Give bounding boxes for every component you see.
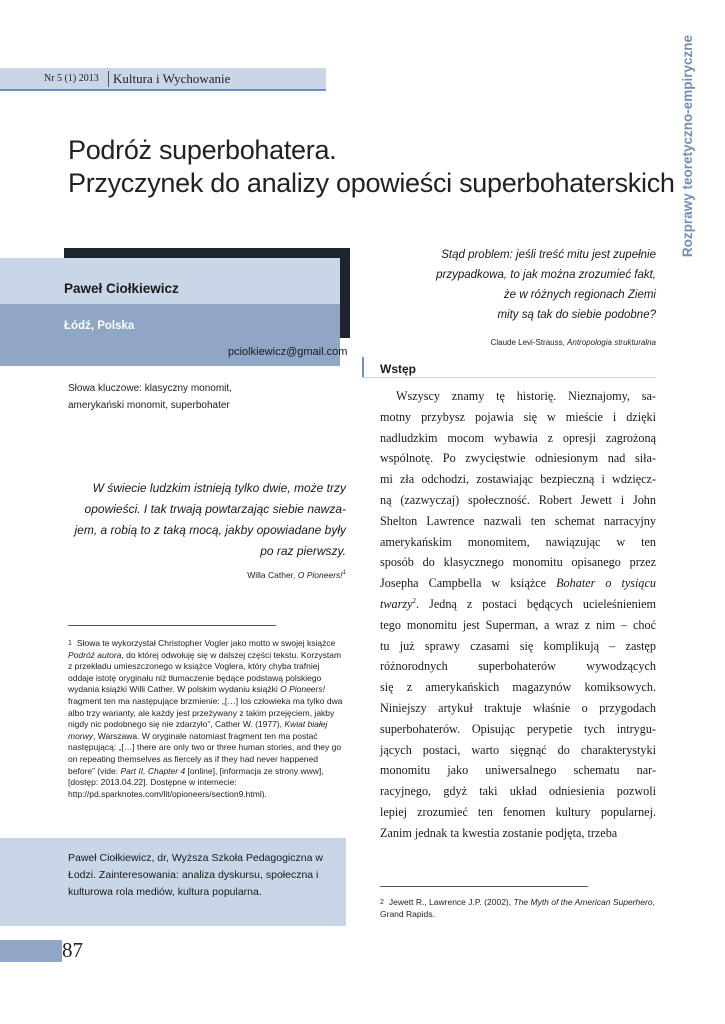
journal-name: Kultura i Wychowanie xyxy=(113,71,231,86)
footnote-number: 1 xyxy=(68,640,72,647)
footnote-text: Jewett R., Lawrence J.P. (2002), xyxy=(388,897,514,907)
body-line: amerykańskim monomitem, nawiązując w ten xyxy=(380,534,656,549)
header-separator xyxy=(108,71,109,87)
footnote-rule xyxy=(380,886,588,887)
body-line: różnorodnych superbohaterów wywodzących xyxy=(380,659,656,674)
issue-number: Nr 5 (1) 2013 xyxy=(44,73,99,84)
footnote-number: 2 xyxy=(380,899,384,906)
body-line: lepiej zrozumieć ten fenomen kultury popularnej. xyxy=(380,804,656,819)
keywords-line-2: amerykański monomit, superbohater xyxy=(68,400,230,411)
body-line: twarzy$^2$. Jedną z postaci będących ucieleśnieniem xyxy=(380,596,656,611)
section-heading-rule xyxy=(362,377,656,378)
body-line: mi zła odchodzi, zostawiając bezpieczną i wdzięcz- xyxy=(380,472,656,487)
title-line-2: Przyczynek do analizy opowieści superbohaterskich xyxy=(68,168,675,198)
epigraph-right-line: mity są tak do siebie podobne? xyxy=(497,309,656,321)
author-location: Łódź, Polska xyxy=(64,320,135,332)
article-title xyxy=(68,134,675,200)
cite-author: Willa Cather, xyxy=(247,570,298,580)
body-line: motny przybysz pojawia się w mieście i dzięki xyxy=(380,409,656,424)
footnote-rule xyxy=(68,625,276,626)
footnote-ref-1[interactable]: 1 xyxy=(342,570,346,577)
cite-work: O Pioneers! xyxy=(297,570,343,580)
epigraph-left-line: W świecie ludzkim istnieją tylko dwie, może trzy xyxy=(92,481,346,495)
epigraph-left xyxy=(58,478,346,562)
cite-work: Antropologia strukturalna xyxy=(567,338,656,347)
epigraph-right-citation xyxy=(380,338,656,347)
epigraph-left-line: jem, a robią to z taką mocą, jakby opowiadane były xyxy=(74,523,346,537)
body-line: jących postaci, warto sięgnąć do charakterystyki xyxy=(380,742,656,757)
body-line: się z amerykańskich magazynów komiksowych. xyxy=(380,680,656,695)
body-line: sposób do klasycznego monomitu opisanego przez xyxy=(380,555,656,570)
author-bio: Paweł Ciołkiewicz, dr, Wyższa Szkoła Pedagogiczna w Łodzi. Zainteresowania: analiza dyskursu, społeczna i kulturowa rola mediów, kultura popularna. xyxy=(68,852,323,898)
body-line: ną (zazwyczaj) społeczność. Robert Jewett i John xyxy=(380,492,656,507)
page-number: 87 xyxy=(62,938,83,962)
body-line: tu już sprawy czasami się komplikują – zastęp xyxy=(380,638,656,653)
epigraph-right xyxy=(376,245,656,325)
body-line: Josepha Campbella w książce Bohater o tysiącu xyxy=(380,576,656,591)
epigraph-right-line: że w różnych regionach Ziemi xyxy=(503,289,656,301)
epigraph-right-line: przypadkowa, to jak można zrozumieć fakt, xyxy=(436,269,656,281)
body-line: Shelton Lawrence nazwali ten schemat narracyjny xyxy=(380,513,656,528)
footnote-title: The Myth of the American Superhero xyxy=(513,897,653,907)
body-line: Niniejszy artykuł traktuje właśnie o przygodach xyxy=(380,700,656,715)
side-label-text: Rozprawy teoretyczno-empiryczne xyxy=(679,34,695,258)
body-line: monomitu jako uniwersalnego schematu nar- xyxy=(380,763,656,778)
footnote-text: Słowa te wykorzystał Christopher Vogler jako motto w swojej książce Podróż autora, do której odwołuję się w dalszej części tekstu. Korzystam z przekładu umieszczonego w książce Voglera, który chyba trafniej oddaje istotę oryginału niż tłumaczenie będące podstawą polskiego wydania książki Willi Cather. W polskim wydaniu książki O Pioneers! fragment ten ma następujące brzmienie: „[…] los człowieka ma tylko dwa albo trzy warianty, ale każdy jest przeżywany z takim przejęciem, jakby nigdy nic podobnego się nie zdarzyło”, Cather W. (1977), Kwiat białej morwy, Warszawa. W oryginale natomiast fragment ten ma postać następującą: „[…] there are only two or three human stories, and they go on repeating themselves as fiercely as if they had never happened before” (vide: Part II, Chapter 4 [online], [informacja ze strony www], [dostęp: 2013.04.22]. Dostępne w internecie: http://pd.sparknotes.com/lit/opioneers/section9.html). xyxy=(68,638,343,799)
body-line: wspólnotę. Po zwycięstwie odniesionym nad siła- xyxy=(380,451,656,466)
section-heading: Wstęp xyxy=(380,362,416,376)
cite-author: Claude Levi-Strauss, xyxy=(490,338,568,347)
page-number-band xyxy=(0,940,62,962)
section-heading-bar xyxy=(362,357,364,377)
author-email[interactable]: pciolkiewicz@gmail.com xyxy=(228,346,348,358)
body-line: tego monomitu jest Superman, a wraz z nim – choć xyxy=(380,617,656,632)
footnote-2 xyxy=(380,897,656,920)
footnote-1 xyxy=(68,638,346,800)
header-rule xyxy=(0,89,326,91)
body-line: Wszyscy znamy tę historię. Nieznajomy, sa- xyxy=(396,389,656,403)
keywords-line-1: Słowa kluczowe: klasyczny monomit, xyxy=(68,383,232,394)
section-side-label xyxy=(674,14,700,278)
author-name: Paweł Ciołkiewicz xyxy=(64,281,179,296)
epigraph-left-line: po raz pierwszy. xyxy=(260,544,346,558)
body-line: nadludzkim mocom wybawia z opresji zagrożoną xyxy=(380,430,656,445)
body-line: racyjnego, gdyż taki układ odniesienia pozwoli xyxy=(380,784,656,799)
body-line: superbohaterów. Opisując perypetie tych intrygu- xyxy=(380,721,656,736)
epigraph-left-line: opowieści. I tak trwają powtarzając siebie nawza- xyxy=(84,502,346,516)
body-text xyxy=(380,386,656,844)
footnote-text-end: , Grand Rapids. xyxy=(380,897,655,919)
epigraph-left-citation xyxy=(150,570,346,580)
footnote-ref-2[interactable]: 2 xyxy=(412,596,417,605)
title-line-1: Podróż superbohatera. xyxy=(68,135,337,165)
keywords xyxy=(68,380,338,414)
body-line: Zanim jednak ta kwestia zostanie podjęta, trzeba xyxy=(380,825,618,840)
epigraph-right-line: Stąd problem: jeśli treść mitu jest zupełnie xyxy=(441,249,656,261)
